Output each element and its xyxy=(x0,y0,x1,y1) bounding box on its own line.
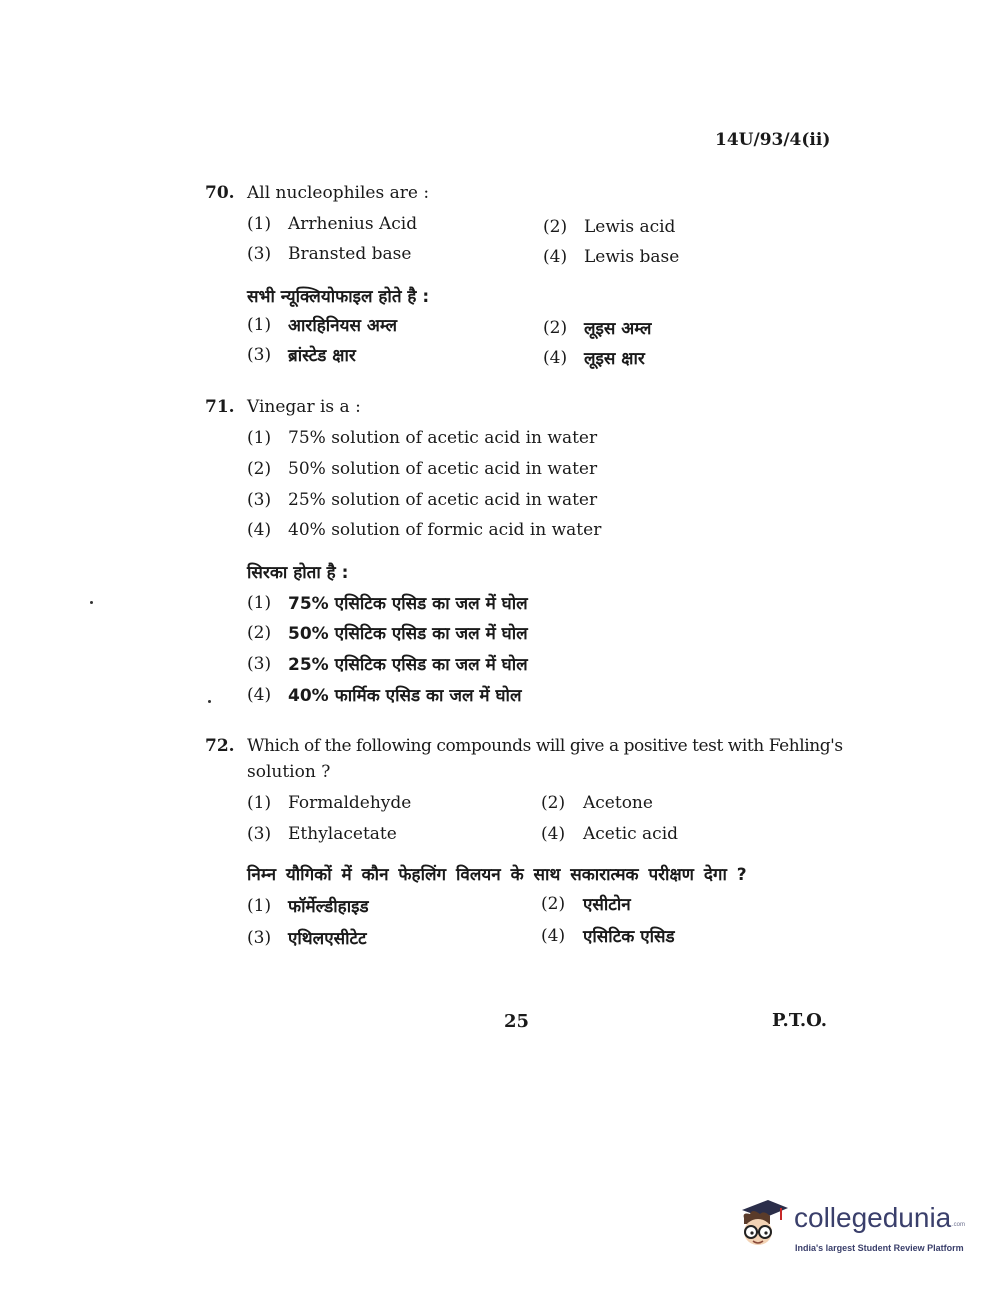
margin-mark xyxy=(208,700,211,703)
question-text-hi: सिरका होता है : xyxy=(247,563,349,583)
option-text-hi: 25% एसिटिक एसिड का जल में घोल xyxy=(288,655,528,675)
page-number: 25 xyxy=(504,1011,530,1032)
collegedunia-logo xyxy=(734,1196,964,1266)
question-number: 72. xyxy=(205,736,235,756)
option-text: 25% solution of acetic acid in water xyxy=(288,490,598,510)
option-number: (1) xyxy=(247,896,272,916)
option-text: Ethylacetate xyxy=(288,824,397,844)
brand-tagline: India's largest Student Review Platform xyxy=(795,1243,964,1253)
brand-name: collegedunia xyxy=(794,1202,952,1233)
option-text-hi: ब्रांस्टेड क्षार xyxy=(288,346,356,366)
option-number: (4) xyxy=(541,926,566,946)
option-text-hi: एसिटिक एसिड xyxy=(583,927,675,947)
option-number: (4) xyxy=(543,247,568,267)
option-text-hi: 75% एसिटिक एसिड का जल में घोल xyxy=(288,594,528,614)
paper-code: 14U/93/4(ii) xyxy=(715,130,831,150)
margin-mark xyxy=(90,601,93,604)
option-text-hi: 40% फार्मिक एसिड का जल में घोल xyxy=(288,686,522,706)
option-number: (1) xyxy=(247,593,272,613)
option-text: Bransted base xyxy=(288,244,412,264)
option-text-hi: 50% एसिटिक एसिड का जल में घोल xyxy=(288,624,528,644)
option-text: Lewis base xyxy=(584,247,680,267)
option-number: (2) xyxy=(541,894,566,914)
option-text-hi: लूइस क्षार xyxy=(584,349,645,369)
option-number: (4) xyxy=(543,348,568,368)
option-text: Arrhenius Acid xyxy=(288,214,418,234)
option-number: (3) xyxy=(247,654,272,674)
option-number: (2) xyxy=(247,459,272,479)
option-text: Acetone xyxy=(583,793,653,813)
mascot-icon xyxy=(734,1196,790,1258)
option-number: (1) xyxy=(247,428,272,448)
option-number: (2) xyxy=(541,793,566,813)
option-number: (3) xyxy=(247,345,272,365)
question-text-en: All nucleophiles are : xyxy=(247,183,430,203)
option-number: (4) xyxy=(247,520,272,540)
option-text-hi: एसीटोन xyxy=(583,895,631,915)
option-number: (2) xyxy=(247,623,272,643)
option-number: (2) xyxy=(543,217,568,237)
option-text: Formaldehyde xyxy=(288,793,412,813)
option-number: (3) xyxy=(247,928,272,948)
question-number: 70. xyxy=(205,183,235,203)
option-number: (1) xyxy=(247,793,272,813)
option-text-hi: लूइस अम्ल xyxy=(584,319,652,339)
option-number: (1) xyxy=(247,214,272,234)
option-text: 50% solution of acetic acid in water xyxy=(288,459,598,479)
question-number: 71. xyxy=(205,397,235,417)
question-text-en-cont: solution ? xyxy=(247,762,331,782)
option-number: (4) xyxy=(247,685,272,705)
question-text-hi: सभी न्यूक्लियोफाइल होते है : xyxy=(247,287,430,307)
question-text-en: Which of the following compounds will give a positive test with Fehling's xyxy=(247,736,843,756)
option-text-hi: आरहिनियस अम्ल xyxy=(288,316,397,336)
question-text-en: Vinegar is a : xyxy=(247,397,361,417)
option-number: (3) xyxy=(247,824,272,844)
option-text: 75% solution of acetic acid in water xyxy=(288,428,598,448)
option-number: (3) xyxy=(247,490,272,510)
option-number: (3) xyxy=(247,244,272,264)
option-text: Acetic acid xyxy=(583,824,679,844)
option-text: Lewis acid xyxy=(584,217,676,237)
question-text-hi: निम्न यौगिकों में कौन फेहलिंग विलयन के साथ सकारात्मक परीक्षण देगा ? xyxy=(247,865,747,885)
brand-domain: .com xyxy=(952,1222,966,1228)
option-text-hi: एथिलएसीटेट xyxy=(288,929,367,949)
option-number: (2) xyxy=(543,318,568,338)
pto-label: P.T.O. xyxy=(772,1010,828,1031)
option-number: (1) xyxy=(247,315,272,335)
option-text-hi: फॉर्मेल्डीहाइड xyxy=(288,897,369,917)
option-text: 40% solution of formic acid in water xyxy=(288,520,602,540)
option-number: (4) xyxy=(541,824,566,844)
